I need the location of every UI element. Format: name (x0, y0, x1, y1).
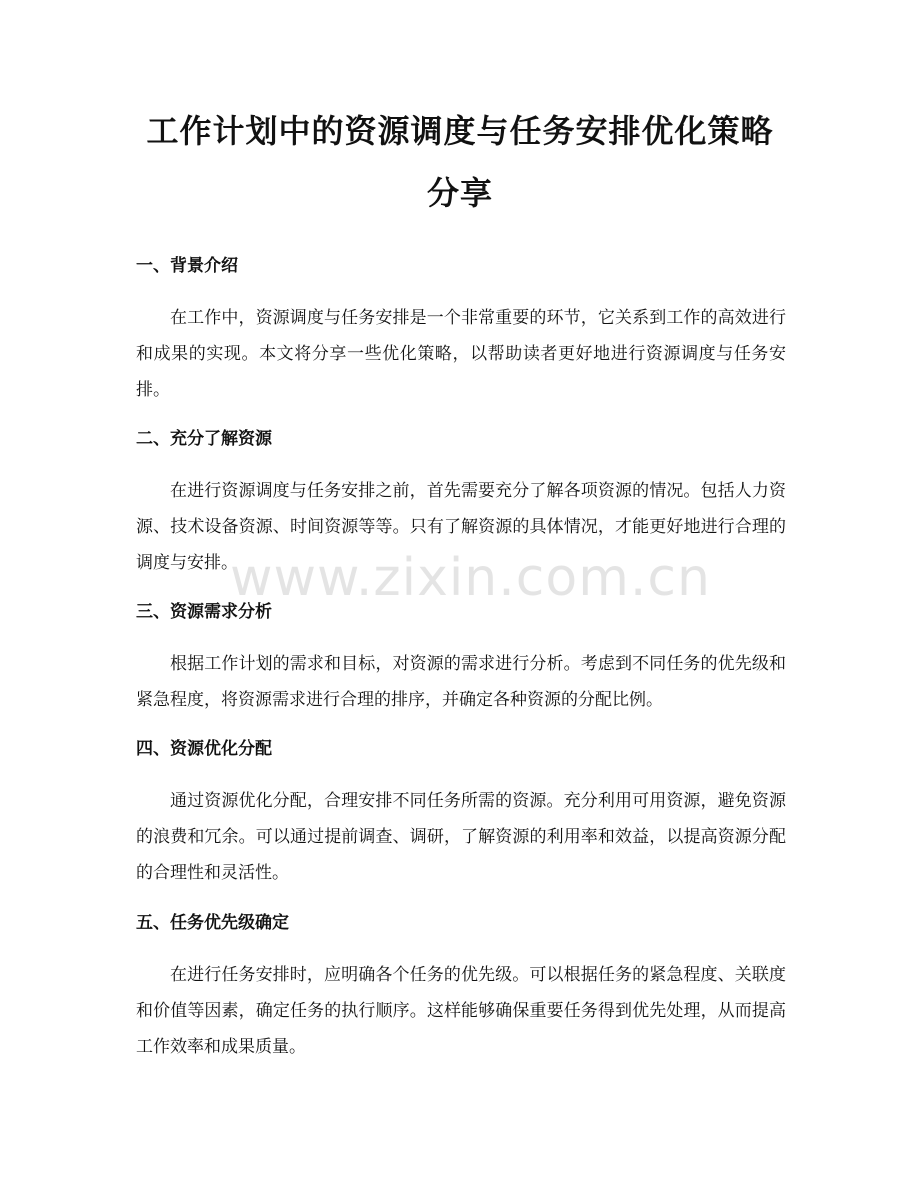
title-line-2: 分享 (426, 174, 493, 212)
watermark: www.zixin.com.cn (230, 548, 711, 608)
section-resource-optimization (136, 737, 786, 891)
section-heading: 四、资源优化分配 (136, 739, 272, 759)
section-heading: 一、背景介绍 (136, 256, 238, 276)
document-title (120, 100, 800, 224)
section-demand-analysis (136, 600, 786, 718)
section-task-priority (136, 911, 786, 1065)
section-paragraph: 根据工作计划的需求和目标，对资源的需求进行分析。考虑到不同任务的优先级和紧急程度，将资源需求进行合理的排序，并确定各种资源的分配比例。 (136, 654, 786, 710)
section-paragraph: 在进行任务安排时，应明确各个任务的优先级。可以根据任务的紧急程度、关联度和价值等因素，确定任务的执行顺序。这样能够确保重要任务得到优先处理，从而提高工作效率和成果质量。 (136, 965, 786, 1057)
title-line-1: 工作计划中的资源调度与任务安排优化策略 (146, 112, 774, 150)
section-heading: 二、充分了解资源 (136, 429, 272, 449)
section-paragraph: 在进行资源调度与任务安排之前，首先需要充分了解各项资源的情况。包括人力资源、技术设备资源、时间资源等等。只有了解资源的具体情况，才能更好地进行合理的调度与安排。 (136, 481, 786, 573)
section-heading: 五、任务优先级确定 (136, 913, 289, 933)
section-paragraph: 通过资源优化分配，合理安排不同任务所需的资源。充分利用可用资源，避免资源的浪费和冗余。可以通过提前调查、调研，了解资源的利用率和效益，以提高资源分配的合理性和灵活性。 (136, 791, 786, 883)
section-paragraph: 在工作中，资源调度与任务安排是一个非常重要的环节，它关系到工作的高效进行和成果的实现。本文将分享一些优化策略，以帮助读者更好地进行资源调度与任务安排。 (136, 308, 786, 400)
section-background (136, 254, 786, 408)
section-heading: 三、资源需求分析 (136, 602, 272, 622)
